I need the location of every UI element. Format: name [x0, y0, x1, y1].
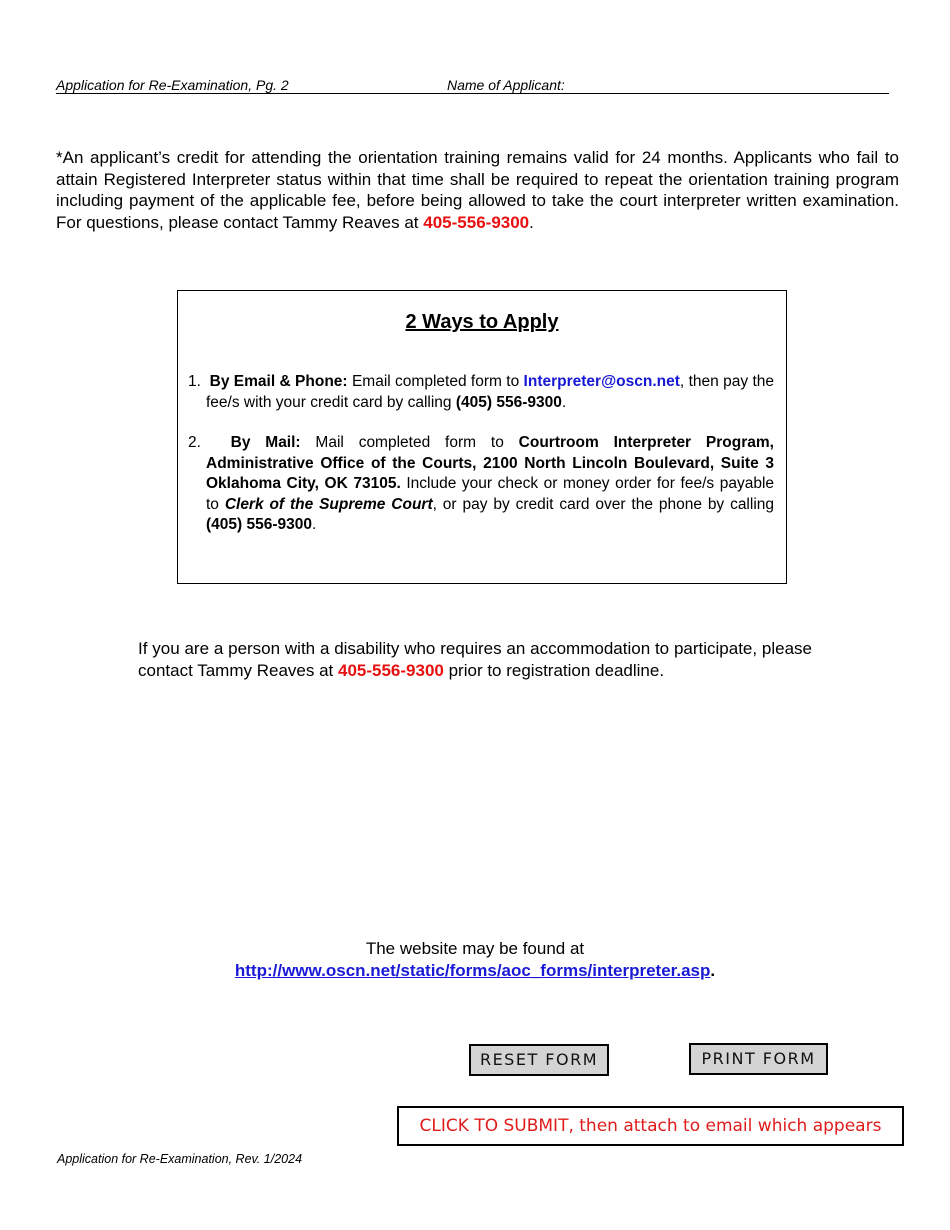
mailing-address: Courtroom Interpreter Program, Administrative Office of the Courts, 2100 North Lincoln Boulevard, Suite 3 Oklahoma City, OK 73105. — [206, 434, 774, 492]
print-form-button[interactable]: PRINT FORM — [689, 1043, 828, 1075]
intro-paragraph: *An applicant’s credit for attending the orientation training remains valid for 24 months. Applicants who fail to attain Registered Interpreter status within that time shall be required to repeat the orientation training program including payment of the applicable fee, before being allowed to take the court interpreter written examination. For questions, please contact Tammy Reaves at 405-556-9300. — [56, 148, 899, 232]
disability-phone: 405-556-9300 — [338, 660, 444, 680]
apply-box — [177, 290, 787, 584]
website-link[interactable]: http://www.oscn.net/static/forms/aoc_forms/interpreter.asp — [234, 960, 711, 980]
page-header-title: Application for Re-Examination, Pg. 2 — [56, 77, 289, 93]
reset-form-button[interactable]: RESET FORM — [469, 1044, 609, 1076]
apply-option-email: 1. By Email & Phone: Email completed form to Interpreter@oscn.net, then pay the fee/s with your credit card by calling (405) 556-9300. — [188, 373, 774, 411]
footer-revision: Application for Re-Examination, Rev. 1/2024 — [57, 1152, 303, 1166]
email-link[interactable]: Interpreter@oscn.net — [523, 373, 680, 390]
apply-option-mail: 2. By Mail: Mail completed form to Courtroom Interpreter Program, Administrative Office of the Courts, 2100 North Lincoln Boulevard, Suite 3 Oklahoma City, OK 73105. Include your check or money order for fee/s payable to Clerk of the Supreme Court, or pay by credit card over the phone by calling (405) 556-9300. — [188, 434, 775, 533]
applicant-name-label: Name of Applicant: — [447, 77, 565, 93]
website-note: The website may be found at http://www.oscn.net/static/forms/aoc_forms/interpreter.asp. — [234, 939, 716, 980]
submit-button[interactable]: CLICK TO SUBMIT, then attach to email which appears — [397, 1106, 904, 1146]
apply-title: 2 Ways to Apply — [405, 311, 559, 333]
disability-paragraph: If you are a person with a disability who requires an accommodation to participate, please contact Tammy Reaves at 405-556-9300 prior to registration deadline. — [138, 639, 812, 680]
contact-phone: 405-556-9300 — [423, 212, 530, 232]
header-rule — [56, 93, 889, 94]
